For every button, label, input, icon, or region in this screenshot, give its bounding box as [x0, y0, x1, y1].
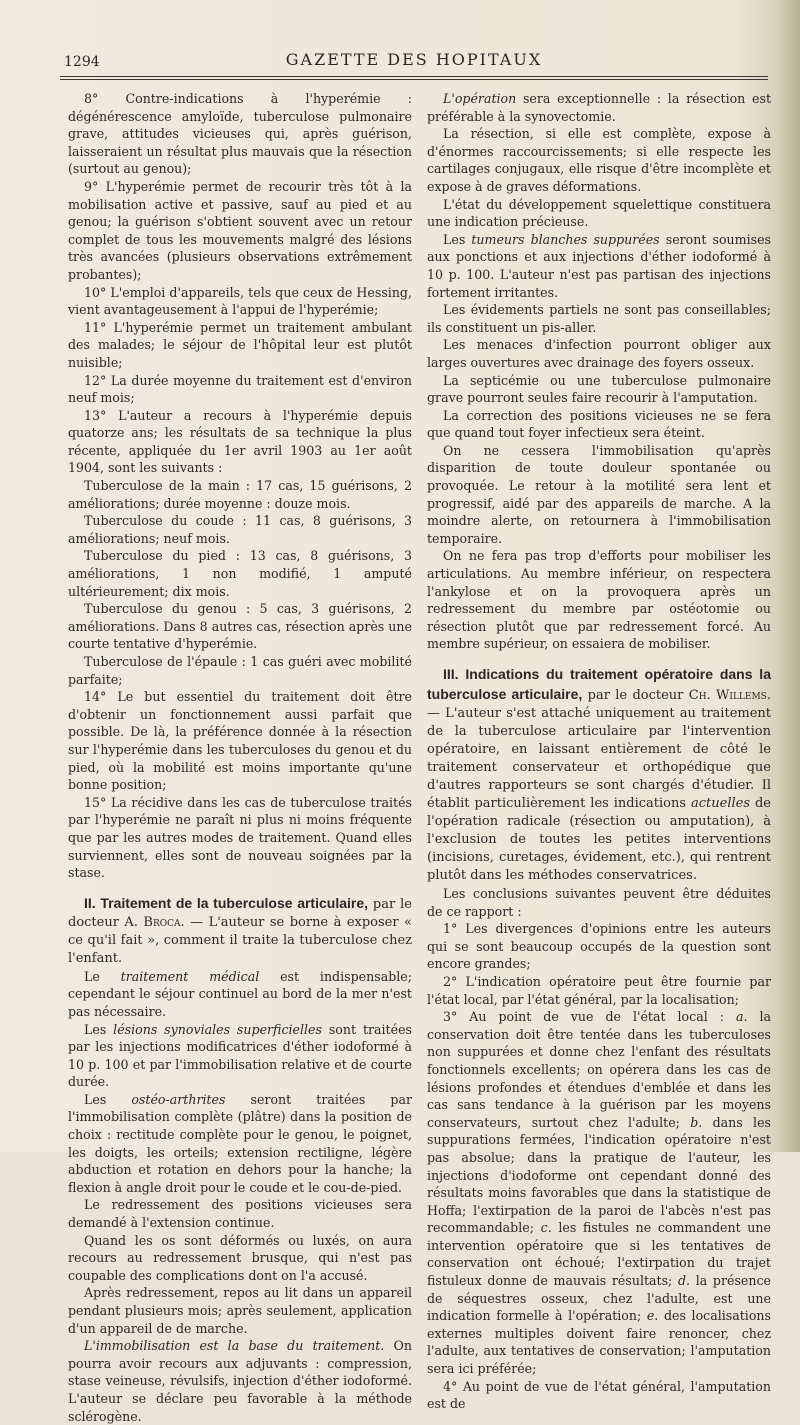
emphasis: actuelles — [691, 796, 751, 811]
emphasis: lésions synoviales superficielles — [113, 1021, 322, 1037]
section-intro: . — L'auteur se borne à exposer « ce qu'il fait », comment il traite la tuberculose chez l'enfant. — [68, 914, 412, 966]
paragraph: 2° L'indication opératoire peut être fournie par l'état local, par l'état général, par la localisation; — [427, 973, 771, 1007]
emphasis: traitement médical — [120, 968, 260, 984]
paragraph: Tuberculose du coude : 11 cas, 8 guérisons, 3 améliorations; neuf mois. — [68, 513, 412, 546]
section-title: III. Indications du traitement opératoire dans la tuberculose articulaire, — [427, 666, 771, 702]
paragraph: Après redressement, repos au lit dans un appareil pendant plusieurs mois; après seulement, application d'un appareil de de marche. — [68, 1285, 412, 1336]
paragraph: On ne fera pas trop d'efforts pour mobiliser les articulations. Au membre inférieur, on respectera l'ankylose et on la provoquera après un redressement du membre par ostéotomie ou résection plutôt que par redressement forcé. Au membre supérieur, on essaiera de mobiliser. — [427, 548, 771, 652]
emphasis: L'opération — [443, 91, 517, 106]
paragraph: On ne cessera l'immobilisation qu'après disparition de toute douleur spontanée ou provoquée. Le retour à la motilité sera lent et progressif, aidé par des appareils de marche. A la moindre alerte, on retournera à l'immobilisation temporaire. — [427, 442, 771, 546]
paragraph: Les conclusions suivantes peuvent être déduites de ce rapport : — [427, 886, 771, 919]
paragraph: L'état du développement squelettique constituera une indication précieuse. — [427, 196, 771, 230]
paragraph: 12° La durée moyenne du traitement est d'environ neuf mois; — [68, 372, 412, 406]
paragraph: Les tumeurs blanches suppurées seront soumises aux ponctions et aux injections d'éther iodoformé à 10 p. 100. L'auteur n'est pas partisan des injections fortement irritantes. — [427, 231, 771, 300]
right-column — [427, 90, 771, 1413]
section-byline: par le docteur — [68, 896, 412, 930]
emphasis: tumeurs blanches suppurées — [471, 231, 660, 247]
paragraph: 8° Contre-indications à l'hyperémie : dégénérescence amyloïde, tuberculose pulmonaire grave, attitudes vicieuses qui, après guérison, laisseraient un résultat plus mauvais que la résection (surtout au genou); — [68, 91, 412, 177]
paragraph: La correction des positions vicieuses ne se fera que quand tout foyer infectieux sera éteint. — [427, 407, 771, 441]
section-intro: . — L'auteur s'est attaché uniquement au traitement de la tuberculose articulaire par l'intervention opératoire, en laissant entièrement de côté le traitement conservateur et orthopédique que d'autres rapporteurs se sont chargés d'étudier. Il établit particulièrement les indications — [427, 688, 771, 811]
page-header — [60, 46, 768, 72]
paragraph: Le redressement des positions vicieuses sera demandé à l'extension continue. — [68, 1197, 412, 1231]
page-number: 1294 — [64, 54, 100, 70]
paragraph: Tuberculose de l'épaule : 1 cas guéri avec mobilité parfaite; — [68, 654, 412, 687]
paragraph: La septicémie ou une tuberculose pulmonaire grave pourront seules faire recourir à l'amputation. — [427, 372, 771, 406]
paragraph: Les lésions synoviales superficielles sont traitées par les injections modificatrices d'éther iodoformé à 10 p. 100 et par l'immobilisation relative et de courte durée. — [68, 1021, 412, 1090]
author-name: Ch. Willems — [688, 688, 767, 703]
paragraph: Les menaces d'infection pourront obliger aux larges ouvertures avec drainage des foyers osseux. — [427, 337, 771, 370]
paragraph: La résection, si elle est complète, expose à d'énormes raccourcissements; si elle respecte les cartilages conjugaux, elle risque d'être incomplète et expose à de graves déformations. — [427, 126, 771, 194]
paragraph: Tuberculose de la main : 17 cas, 15 guérisons, 2 améliorations; durée moyenne : douze mois. — [68, 478, 412, 511]
paragraph: Tuberculose du pied : 13 cas, 8 guérisons, 3 améliorations, 1 non modifié, 1 amputé ultérieurement; dix mois. — [68, 548, 412, 599]
section-title: II. Traitement de la tuberculose articulaire, — [84, 894, 369, 911]
paragraph: L'opération sera exceptionnelle : la résection est préférable à la synovectomie. — [427, 91, 771, 124]
paragraph: 10° L'emploi d'appareils, tels que ceux de Hessing, vient avantageusement à l'appui de l'hyperémie; — [68, 284, 412, 318]
journal-title: GAZETTE DES HOPITAUX — [285, 50, 543, 69]
left-column — [68, 90, 412, 1425]
emphasis: ostéo-arthrites — [131, 1091, 226, 1107]
section-byline: par le docteur — [582, 688, 689, 703]
paragraph: L'immobilisation est la base du traitement. On pourra avoir recours aux adjuvants : compression, stase veineuse, révulsifs, injection d'éther iodoformé. L'auteur se déclare peu favorable à la méthode sclérogène. — [68, 1338, 412, 1424]
paragraph: 11° L'hyperémie permet un traitement ambulant des malades; le séjour de l'hôpital leur est plutôt nuisible; — [68, 319, 412, 370]
paragraph: 9° L'hyperémie permet de recourir très tôt à la mobilisation active et passive, sauf au pied et au genou; la guérison s'obtient souvent avec un retour complet de tous les mouvements malgré des lésions très avancées (plusieurs observations extrêmement probantes); — [68, 178, 412, 282]
header-rule — [60, 76, 768, 77]
paragraph: 3° Au point de vue de l'état local : a. la conservation doit être tentée dans les tuberculoses non suppurées et donne chez l'enfant des résultats fonctionnels excellents; on opérera dans les cas de lésions profondes et étendues d'emblée et dans les cas sans tendance à la guérison par les moyens conservateurs, surtout chez l'adulte; b. dans les suppurations fermées, l'indication opératoire n'est pas absolue; dans la pratique de l'auteur, les injections d'iodoforme ont cependant donné des résultats moins favorables que dans la statistique de Hoffa; l'extirpation de la paroi de l'abcès n'est pas recommandable; c. les fistules ne commandent une intervention opératoire que si les tentatives de conservation ont échoué; l'extirpation du trajet fistuleux donne de mauvais résultats; d. la présence de séquestres osseux, chez l'adulte, est une indication formelle à l'opération; e. des localisations externes multiples doivent faire renoncer, chez l'adulte, aux tentatives de conservation; l'amputation sera ici préférée; — [427, 1009, 771, 1377]
paragraph: 14° Le but essentiel du traitement doit être d'obtenir un fonctionnement aussi parfait que possible. De là, la préférence donnée à la résection sur l'hyperémie dans les tuberculoses du genou et du pied, où la mobilité est moins importante qu'une bonne position; — [68, 689, 412, 793]
section-heading — [68, 894, 412, 968]
paragraph: Tuberculose du genou : 5 cas, 3 guérisons, 2 améliorations. Dans 8 autres cas, résection après une courte tentative d'hyperémie. — [68, 601, 412, 652]
paragraph: 1° Les divergences d'opinions entre les auteurs qui se sont beaucoup occupés de la question sont encore grandes; — [427, 921, 771, 972]
section-heading: III. Indications du traitement opératoire dans la tuberculose articulaire, par le docteur Ch. Willems. — L'auteur s'est attaché uniquement au traitement de la tuberculose articulaire par l'intervention opératoire, en laissant entièrement de côté le traitement conservateur et orthopédique que d'autres rapporteurs se sont chargés d'étudier. Il établit particulièrement les indications actuelles de l'opération radicale (résection ou amputation), à l'exclusion de toutes les petites interventions (incisions, curetages, évidement, etc.), qui rentrent plutôt dans les méthodes conservatrices. — [427, 666, 771, 883]
header-rule — [60, 79, 768, 80]
paragraph: Les ostéo-arthrites seront traitées par l'immobilisation complète (plâtre) dans la position de choix : rectitude complète pour le genou, le poignet, les doigts, les orteils; extension rectiligne, légère abduction et rotation en dehors pour la hanche; la flexion à angle droit pour le coude et le cou-de-pied. — [68, 1091, 412, 1195]
paragraph: 4° Au point de vue de l'état général, l'amputation est de — [427, 1378, 771, 1412]
paragraph: Le traitement médical est indispensable; cependant le séjour continuel au bord de la mer n'est pas nécessaire. — [68, 968, 412, 1019]
paragraph: 13° L'auteur a recours à l'hyperémie depuis quatorze ans; les résultats de sa technique la plus récente, appliquée du 1er avril 1903 au 1er août 1904, sont les suivants : — [68, 407, 412, 476]
author-name: A. Broca — [124, 914, 181, 930]
paragraph: Les évidements partiels ne sont pas conseillables; ils constituent un pis-aller. — [427, 302, 771, 335]
emphasis: L'immobilisation est la base du traitement. — [84, 1338, 385, 1354]
paragraph: Quand les os sont déformés ou luxés, on aura recours au redressement brusque, qui n'est pas coupable des complications dont on l'a accusé. — [68, 1232, 412, 1283]
paragraph: 15° La récidive dans les cas de tuberculose traités par l'hyperémie ne paraît ni plus ni moins fréquente que par les autres modes de traitement. Quand elles surviennent, elles sont de nouveau soignées par la stase. — [68, 794, 412, 881]
